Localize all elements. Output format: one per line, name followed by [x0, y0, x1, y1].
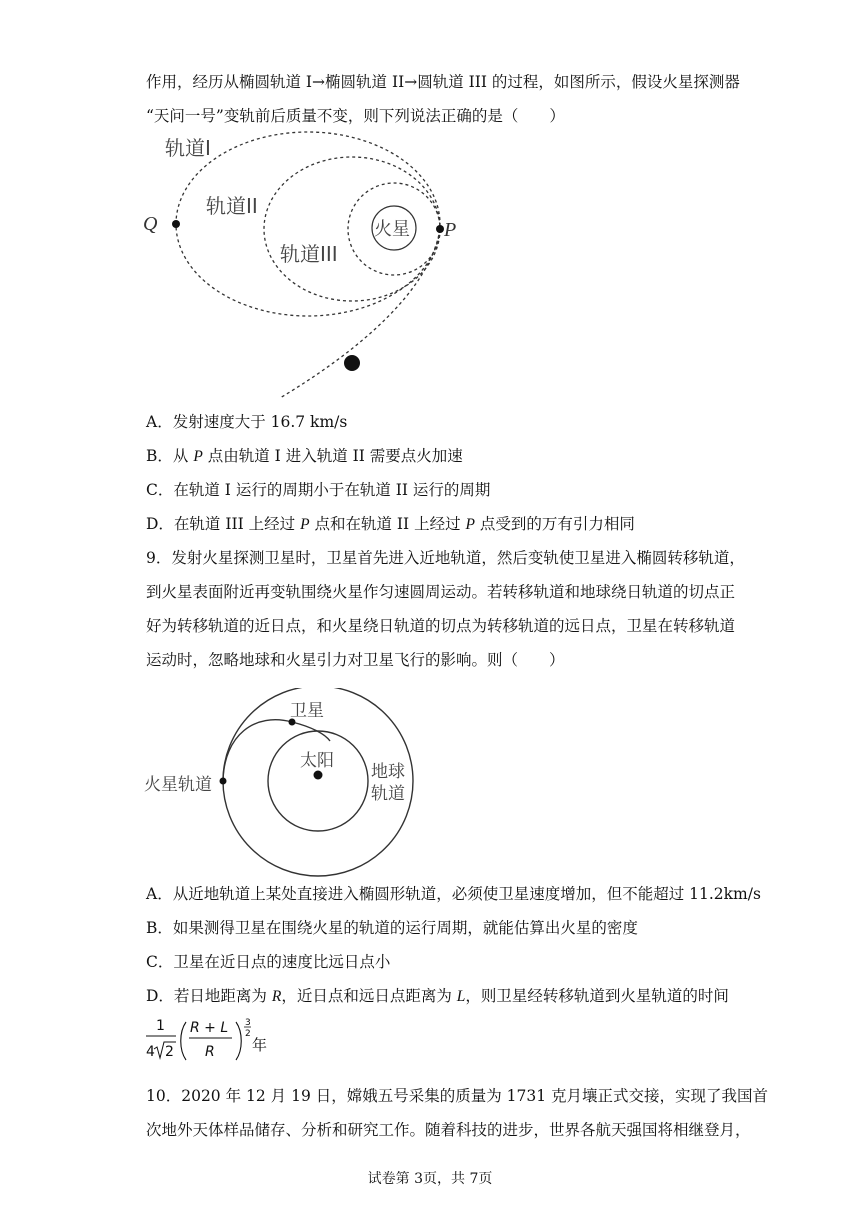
q9-option-a: A．从近地轨道上某处直接进入椭圆形轨道，必须使卫星速度增加，但不能超过 11.2km/s	[146, 885, 761, 903]
q9-stem-line-2: 到火星表面附近再变轨围绕火星作匀速圆周运动。若转移轨道和地球绕日轨道的切点正	[146, 583, 736, 601]
label-sun: 太阳	[300, 751, 334, 771]
q8-d-text-1: D．在轨道 III 上经过	[146, 515, 301, 533]
q8-option-d	[146, 514, 635, 535]
q9-d-text-3: ，则卫星经转移轨道到火星轨道的时间	[465, 987, 729, 1005]
q8-b-text-2: 点由轨道 I 进入轨道 II 需要点火加速	[202, 447, 463, 465]
q8-d-var-p1: P	[300, 516, 310, 533]
q9-option-d-formula	[146, 1016, 306, 1066]
q9-stem-line-1: 9．发射火星探测卫星时，卫星首先进入近地轨道，然后变轨使卫星进入椭圆转移轨道，	[146, 549, 745, 567]
formula-exp-den: 2	[245, 1029, 251, 1039]
q8-b-var-p: P	[193, 448, 203, 465]
sun-dot	[314, 771, 323, 780]
aphelion-dot	[220, 778, 227, 785]
q8-option-c: C．在轨道 I 运行的周期小于在轨道 II 运行的周期	[146, 481, 491, 499]
intro-line-1: 作用，经历从椭圆轨道 I→椭圆轨道 II→圆轨道 III 的过程，如图所示，假设火星探测器	[146, 73, 740, 91]
q9-d-text-2: ，近日点和远日点距离为	[281, 987, 457, 1005]
label-earth-orbit-2: 轨道	[371, 784, 405, 804]
q8-d-text-3: 点受到的万有引力相同	[474, 515, 635, 533]
q9-option-b: B．如果测得卫星在围绕火星的轨道的运行周期，就能估算出火星的密度	[146, 919, 638, 937]
formula-unit-year: 年	[252, 1036, 268, 1054]
q8-b-text-1: B．从	[146, 447, 194, 465]
label-mars-orbit: 火星轨道	[144, 775, 212, 795]
q8-option-b	[146, 446, 463, 467]
intro-line-2: “天问一号”变轨前后质量不变，则下列说法正确的是（ ）	[146, 107, 565, 125]
q10-stem-line-1: 10．2020 年 12 月 19 日，嫦娥五号采集的质量为 1731 克月壤正式交接，实现了我国首	[146, 1087, 769, 1105]
q8-option-a: A．发射速度大于 16.7 km/s	[146, 413, 348, 431]
figure-mars-orbits	[140, 126, 460, 402]
q10-stem-line-2: 次地外天体样品储存、分析和研究工作。随着科技的进步，世界各航天强国将相继登月，	[146, 1121, 751, 1139]
formula-denominator-four: 4	[146, 1044, 155, 1060]
formula-r: R	[205, 1044, 215, 1060]
q8-d-text-2: 点和在轨道 II 上经过	[309, 515, 466, 533]
point-p-dot	[436, 225, 444, 233]
q9-d-var-r: R	[271, 988, 282, 1005]
point-q-dot	[172, 220, 180, 228]
q9-stem-line-4: 运动时，忽略地球和火星引力对卫星飞行的影响。则（ ）	[146, 651, 565, 669]
label-point-p: P	[444, 219, 457, 241]
formula-sqrt-two: 2	[165, 1044, 174, 1060]
formula-numerator-one: 1	[156, 1018, 165, 1034]
formula-r-plus-l: R + L	[190, 1020, 229, 1036]
label-mars: 火星	[374, 219, 410, 240]
q9-d-var-l: L	[456, 988, 466, 1005]
page-footer: 试卷第 3页，共 7页	[367, 1171, 493, 1187]
label-orbit-1: 轨道I	[165, 136, 211, 160]
q9-option-c: C．卫星在近日点的速度比远日点小	[146, 953, 391, 971]
label-earth-orbit-1: 地球	[371, 762, 405, 782]
figure-transfer-orbit	[140, 688, 430, 878]
q9-stem-line-3: 好为转移轨道的近日点，和火星绕日轨道的切点为转移轨道的远日点，卫星在转移轨道	[146, 617, 736, 635]
probe-dot	[344, 355, 360, 371]
q9-d-text-1: D．若日地距离为	[146, 987, 272, 1005]
label-orbit-2: 轨道II	[206, 194, 258, 218]
label-orbit-3: 轨道III	[280, 242, 338, 266]
label-point-q: Q	[143, 213, 158, 235]
label-satellite: 卫星	[290, 701, 324, 721]
formula-exp-num: 3	[245, 1018, 251, 1028]
q8-d-var-p2: P	[465, 516, 475, 533]
earth-orbit-circle	[268, 731, 368, 831]
q9-option-d	[146, 986, 729, 1007]
